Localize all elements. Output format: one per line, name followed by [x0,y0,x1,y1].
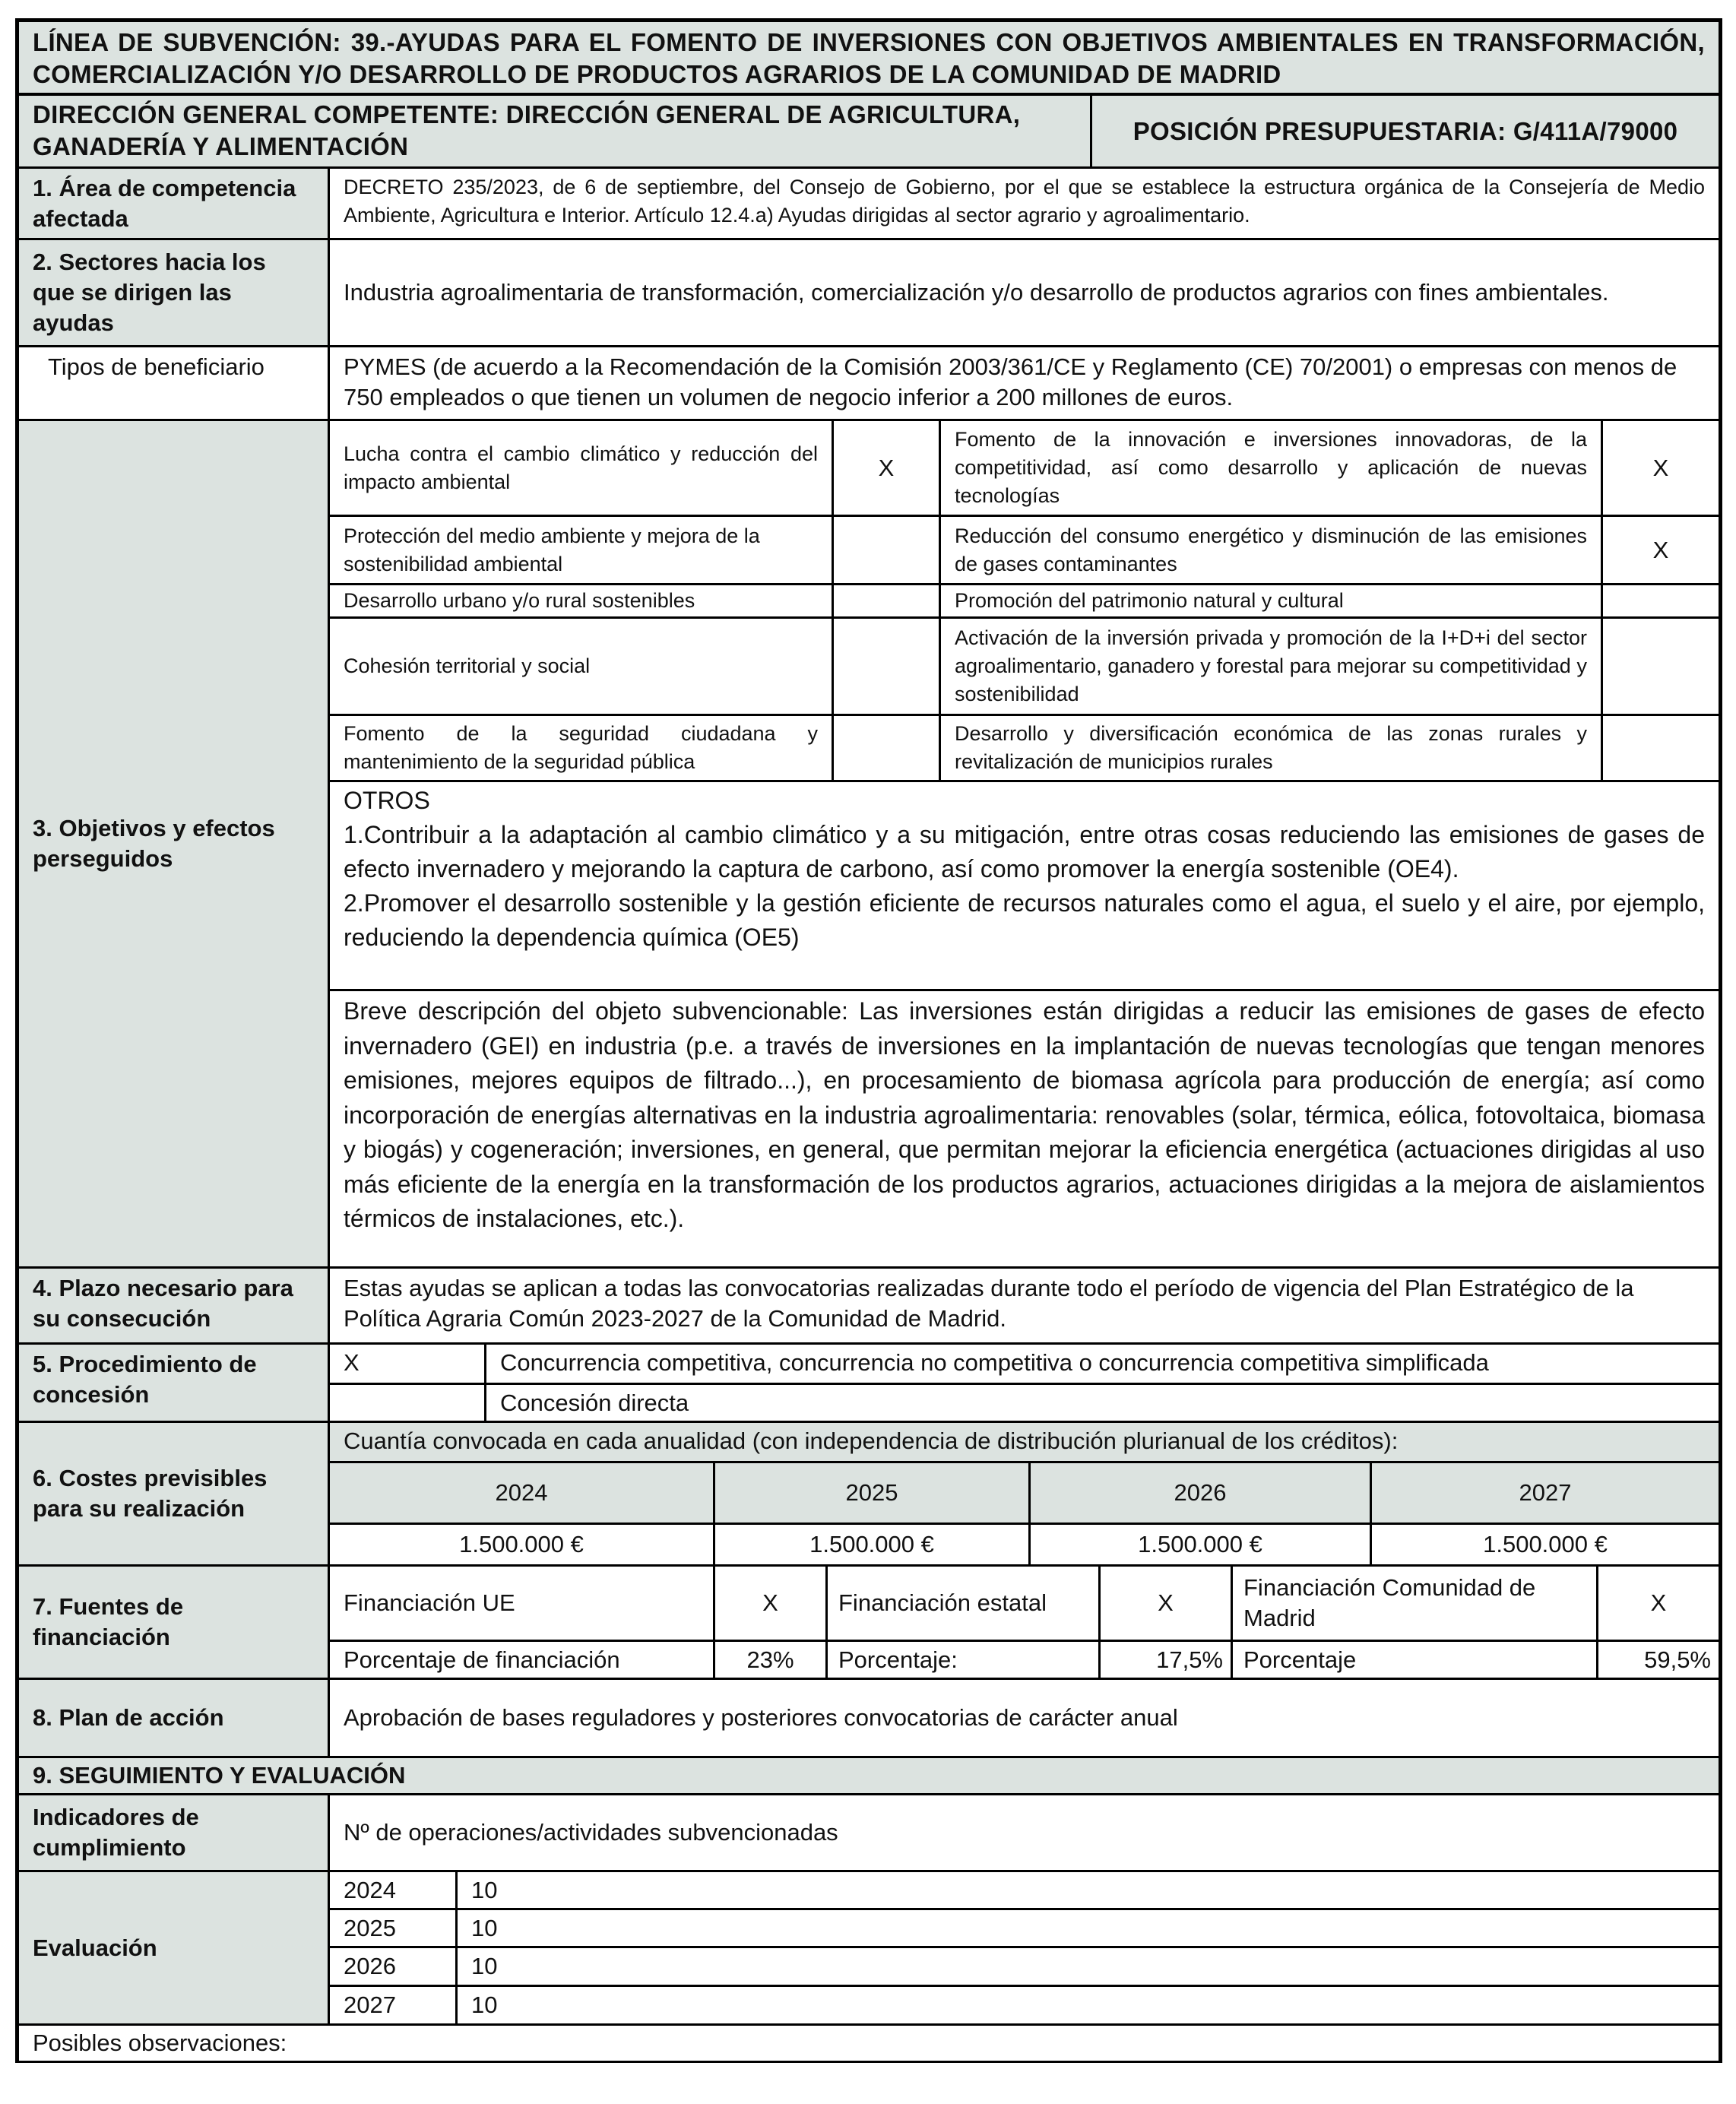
objective-row-3-right-mark[interactable] [1601,583,1721,619]
s7-source-estatal-mark[interactable] [1098,1564,1233,1642]
s4-value-cell [328,1266,1721,1345]
s7-pct-label-ue [328,1640,715,1680]
indicadores-label-cell [17,1793,330,1872]
s5-option-1-text [484,1342,1721,1385]
objective-text: Desarrollo urbano y/o rural sostenibles [344,589,695,612]
s1-label: 1. Área de competencia afectada [33,175,296,232]
s4-label-cell [17,1266,330,1345]
eval-value: 10 [471,1914,498,1941]
eval-year: 2027 [344,1992,396,2018]
evaluacion-value-2027 [455,1985,1721,2026]
s7-pct-label-cm [1231,1640,1598,1680]
s6-label: 6. Costes previsibles para su realización [33,1465,268,1522]
evaluacion-year-2024 [328,1870,458,1910]
pct-label: Porcentaje: [838,1646,958,1673]
checkbox-mark: X [1652,454,1669,481]
s5-label-cell [17,1342,330,1423]
objective-row-5-left-mark[interactable] [832,714,941,782]
objective-row-1-right [939,419,1603,517]
objective-text: Cohesión territorial y social [344,654,591,677]
objective-row-2-right-mark[interactable] [1601,515,1721,585]
s1-value-cell [328,166,1721,240]
year-header: 2026 [1174,1479,1227,1506]
s5-option-2-mark[interactable] [328,1383,486,1423]
breve-descripcion: Breve descripción del objeto subvencionable: Las inversiones están dirigidas a reducir las emisiones de gases de efecto invernadero (GEI) en industria (p.e. a través de inversiones en la implantación de nuevas tecnologías que tengan menores emisiones, mejores equipos de filtrado...), en procesamiento de biomasa agrícola para producción de energía; así como incorporación de energías alternativas en la industria agroalimentaria: renovables (solar, térmica, eólica, fotovoltaica, biomasa y biogás) y cogeneración; inversiones, en general, que permitan mejorar la eficiencia energética (actuaciones dirigidas al uso más eficiente de la energía en la transformación de los productos agrarios, actuaciones dirigidas a la mejora de aislamientos térmicos de instalaciones, etc.). [344,997,1705,1232]
year-header: 2024 [495,1479,548,1506]
evaluacion-year-2027 [328,1985,458,2026]
observaciones-label: Posibles observaciones: [33,2030,287,2056]
s6-caption-cell [328,1421,1721,1463]
year-header: 2025 [845,1479,898,1506]
objective-row-3-right [939,583,1603,619]
s7-source-estatal [825,1564,1101,1642]
s6-amount-2025 [713,1523,1031,1567]
checkbox-mark: X [762,1589,778,1616]
objective-text: Fomento de la innovación e inversiones innovadoras, de la competitividad, así como desarrollo y aplicación de nuevas tecnologías [955,428,1587,507]
objective-row-2-left [328,515,834,585]
s3-label-cell [17,419,330,1269]
posicion-cell [1090,93,1721,169]
direccion-cell [17,93,1092,169]
evaluacion-year-2026 [328,1946,458,1987]
observaciones-cell[interactable] [17,2023,1721,2063]
eval-value: 10 [471,1876,498,1903]
checkbox-mark: X [878,454,895,481]
source-name: Financiación Comunidad de Madrid [1243,1574,1536,1631]
objective-row-3-left [328,583,834,619]
pct-value: 17,5% [1156,1646,1223,1673]
s2-value-cell [328,238,1721,347]
objective-row-5-right-mark[interactable] [1601,714,1721,782]
pct-label: Porcentaje [1243,1646,1357,1673]
s7-pct-estatal [1098,1640,1233,1680]
procedure-option: Concurrencia competitiva, concurrencia no competitiva o concurrencia competitiva simplificada [500,1349,1489,1376]
evaluacion-value-2026 [455,1946,1721,1987]
beneficiario-label: Tipos de beneficiario [48,353,265,380]
evaluacion-year-2025 [328,1908,458,1948]
indicadores-value: Nº de operaciones/actividades subvencionadas [344,1819,838,1846]
s7-label-cell [17,1564,330,1680]
eval-value: 10 [471,1953,498,1979]
objective-text: Protección del medio ambiente y mejora de la sostenibilidad ambiental [344,524,760,575]
indicadores-value-cell [328,1793,1721,1872]
breve-cell [328,989,1721,1269]
s5-option-1-mark[interactable] [328,1342,486,1385]
eval-year: 2026 [344,1953,396,1979]
s7-pct-ue [713,1640,828,1680]
beneficiario-label-cell [17,345,330,421]
s1-label-cell [17,166,330,240]
s6-year-2026 [1028,1461,1372,1525]
objective-row-5-left [328,714,834,782]
eval-year: 2024 [344,1876,396,1903]
s2-value: Industria agroalimentaria de transformación, comercialización y/o desarrollo de productos agrarios con fines ambientales. [344,279,1609,306]
s5-label: 5. Procedimiento de concesión [33,1351,257,1408]
s6-caption: Cuantía convocada en cada anualidad (con independencia de distribución plurianual de los créditos): [344,1427,1399,1454]
objective-text: Promoción del patrimonio natural y cultural [955,589,1344,612]
s5-option-2-text [484,1383,1721,1423]
objective-row-1-left [328,419,834,517]
s6-amount-2024 [328,1523,715,1567]
s6-amount-2027 [1370,1523,1721,1567]
objective-row-4-left-mark[interactable] [832,616,941,716]
s6-year-2025 [713,1461,1031,1525]
amount-value: 1.500.000 € [459,1531,584,1557]
pct-value: 23% [746,1646,794,1673]
s9-title-cell [17,1756,1721,1795]
objective-row-2-right [939,515,1603,585]
posicion-presupuestaria: POSICIÓN PRESUPUESTARIA: G/411A/79000 [1133,116,1678,145]
direccion-general: DIRECCIÓN GENERAL COMPETENTE: DIRECCIÓN GENERAL DE AGRICULTURA, GANADERÍA Y ALIMENTACIÓN [33,100,1021,160]
s7-source-ue-mark[interactable] [713,1564,828,1642]
evaluacion-value-2024 [455,1870,1721,1910]
objective-row-3-left-mark[interactable] [832,583,941,619]
objective-row-2-left-mark[interactable] [832,515,941,585]
subsidy-line-title: LÍNEA DE SUBVENCIÓN: 39.-AYUDAS PARA EL FOMENTO DE INVERSIONES CON OBJETIVOS AMBIENTALES EN TRANSFORMACIÓN, COMERCIALIZACIÓN Y/O DESARROLLO DE PRODUCTOS AGRARIOS DE LA COMUNIDAD DE MADRID [33,28,1705,88]
s4-value: Estas ayudas se aplican a todas las convocatorias realizadas durante todo el período de vigencia del Plan Estratégico de la Política Agraria Común 2023-2027 de la Comunidad de Madrid. [344,1275,1634,1332]
objective-row-4-right-mark[interactable] [1601,616,1721,716]
s2-label-cell [17,238,330,347]
source-name: Financiación estatal [838,1589,1047,1616]
s6-year-2024 [328,1461,715,1525]
s2-label: 2. Sectores hacia los que se dirigen las ayudas [33,249,266,336]
procedure-option: Concesión directa [500,1389,689,1416]
s8-value: Aprobación de bases reguladores y posteriores convocatorias de carácter anual [344,1704,1178,1731]
s6-label-cell [17,1421,330,1567]
objective-text: Reducción del consumo energético y disminución de las emisiones de gases contaminantes [955,524,1587,575]
s1-value: DECRETO 235/2023, de 6 de septiembre, del Consejo de Gobierno, por el que se establece la estructura orgánica de la Consejería de Medio Ambiente, Agricultura e Interior. Artículo 12.4.a) Ayudas dirigidas al sector agrario y agroalimentario. [344,176,1705,227]
amount-value: 1.500.000 € [809,1531,934,1557]
s6-amount-2026 [1028,1523,1372,1567]
amount-value: 1.500.000 € [1483,1531,1608,1557]
s8-label: 8. Plan de acción [33,1704,224,1731]
beneficiario-value: PYMES (de acuerdo a la Recomendación de la Comisión 2003/361/CE y Reglamento (CE) 70/2001) o empresas con menos de 750 empleados o que tienen un volumen de negocio inferior a 200 millones de euros. [344,353,1677,410]
evaluacion-value-2025 [455,1908,1721,1948]
eval-value: 10 [471,1992,498,2018]
otros-item-2: 2.Promover el desarrollo sostenible y la gestión eficiente de recursos naturales como el agua, el suelo y el aire, por ejemplo, reduciendo la dependencia química (OE5) [344,889,1705,951]
s9-title: 9. SEGUIMIENTO Y EVALUACIÓN [33,1762,406,1789]
beneficiario-value-cell [328,345,1721,421]
source-name: Financiación UE [344,1589,515,1616]
objective-text: Activación de la inversión privada y promoción de la I+D+i del sector agroalimentario, ganadero y forestal para mejorar su competitividad y sostenibilidad [955,626,1587,705]
checkbox-mark: X [1652,536,1669,563]
s6-year-2027 [1370,1461,1721,1525]
s8-label-cell [17,1678,330,1758]
objective-text: Fomento de la seguridad ciudadana y mantenimiento de la seguridad pública [344,722,818,773]
otros-block [344,784,1705,955]
s3-label: 3. Objetivos y efectos perseguidos [33,815,275,872]
evaluacion-label-cell [17,1870,330,2026]
amount-value: 1.500.000 € [1138,1531,1262,1557]
objective-text: Lucha contra el cambio climático y reducción del impacto ambiental [344,442,818,493]
eval-year: 2025 [344,1914,396,1941]
checkbox-mark: X [1650,1589,1667,1616]
objective-row-4-right [939,616,1603,716]
checkbox-mark: X [1158,1589,1174,1616]
objective-row-4-left [328,616,834,716]
pct-value: 59,5% [1644,1646,1711,1673]
objective-row-5-right [939,714,1603,782]
objective-text: Desarrollo y diversificación económica de las zonas rurales y revitalización de municipios rurales [955,722,1587,773]
s7-source-cm-mark[interactable] [1596,1564,1721,1642]
s8-value-cell [328,1678,1721,1758]
indicadores-label: Indicadores de cumplimiento [33,1804,199,1861]
otros-item-1: 1.Contribuir a la adaptación al cambio climático y a su mitigación, entre otras cosas reduciendo las emisiones de gases de efecto invernadero y mejorando la captura de carbono, así como promover la energía sostenible (OE4). [344,821,1705,882]
otros-title: OTROS [344,787,430,814]
evaluacion-label: Evaluación [33,1934,157,1961]
s7-source-cm [1231,1564,1598,1642]
s7-label: 7. Fuentes de financiación [33,1593,184,1650]
title-cell [17,20,1721,95]
otros-cell [328,780,1721,991]
objective-row-1-left-mark[interactable] [832,419,941,517]
objective-row-1-right-mark[interactable] [1601,419,1721,517]
s7-source-ue [328,1564,715,1642]
s4-label: 4. Plazo necesario para su consecución [33,1275,293,1332]
checkbox-mark: X [344,1349,360,1376]
year-header: 2027 [1519,1479,1572,1506]
s7-pct-label-estatal [825,1640,1101,1680]
s7-pct-cm [1596,1640,1721,1680]
pct-label: Porcentaje de financiación [344,1646,620,1673]
